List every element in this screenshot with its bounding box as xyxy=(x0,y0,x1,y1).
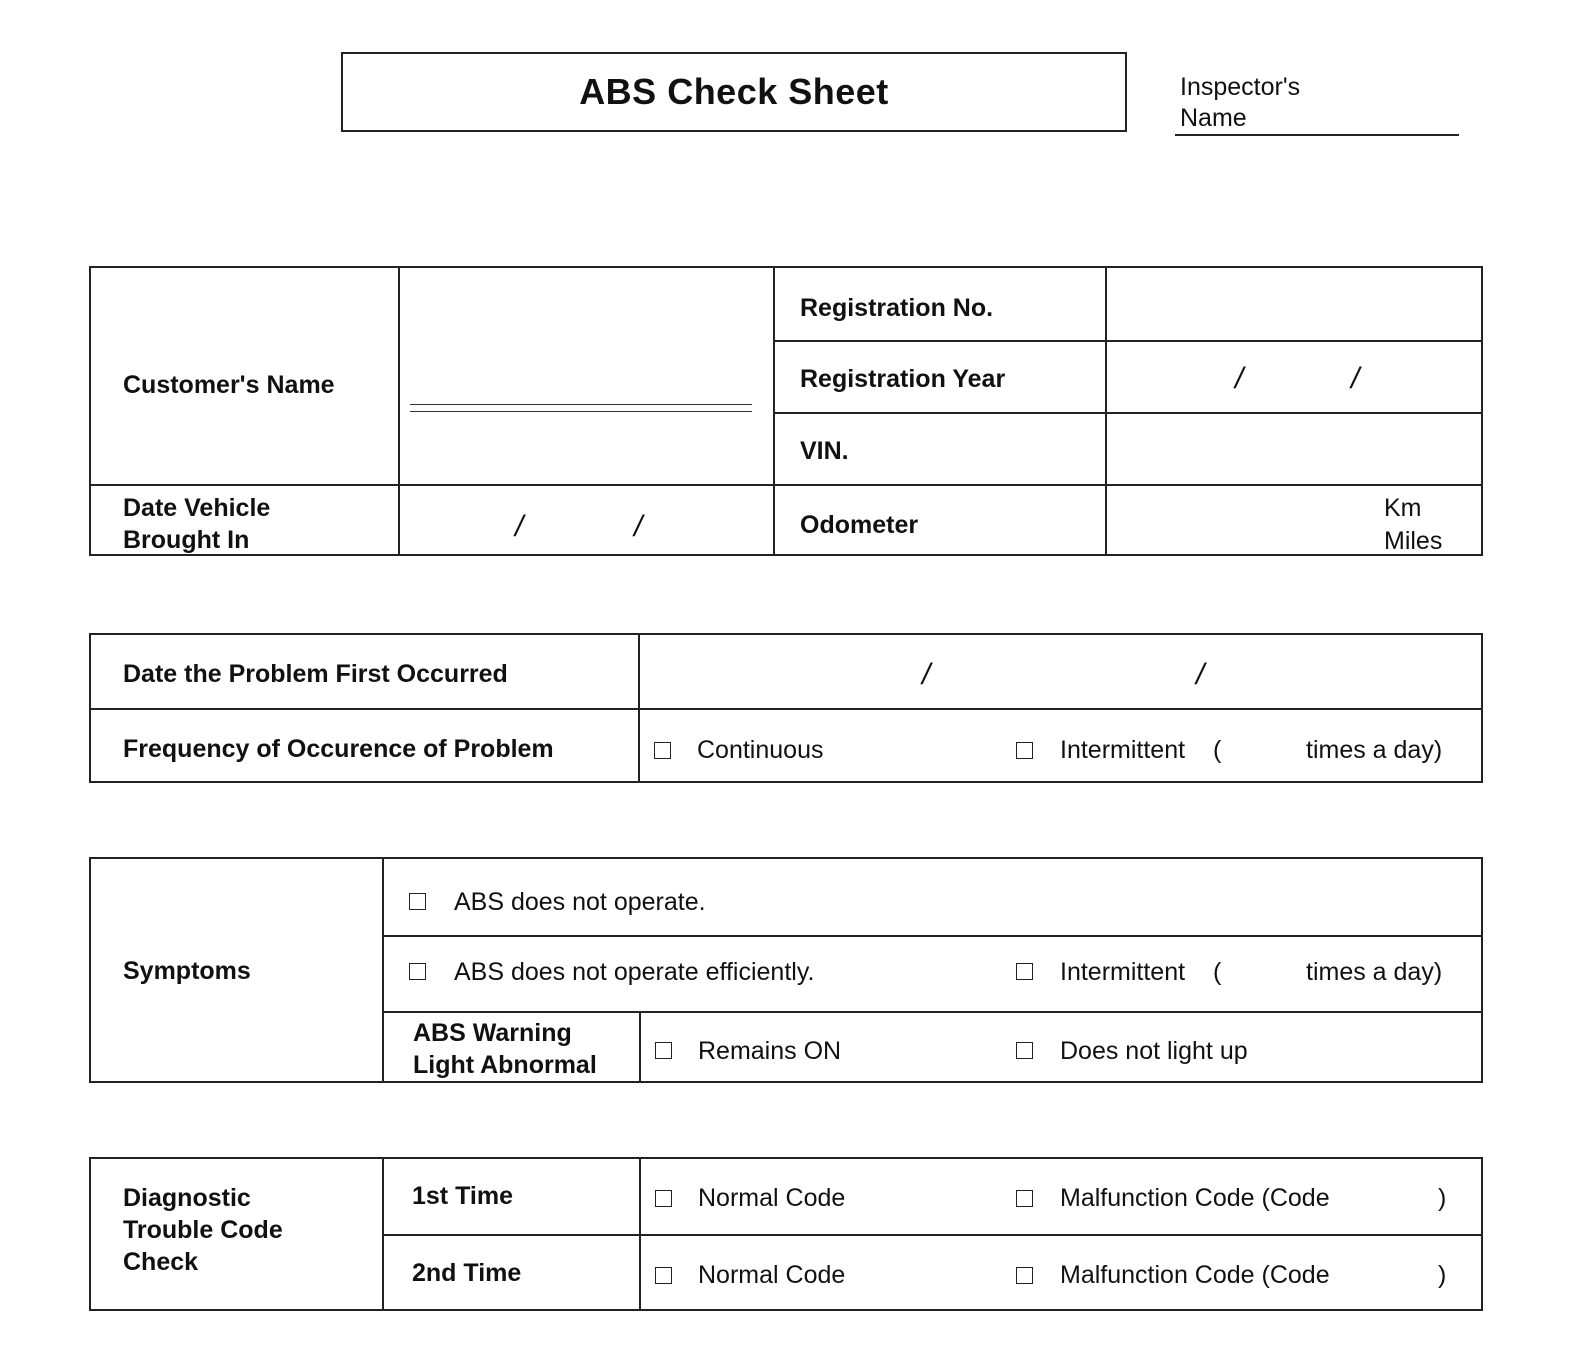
first-malfunction-code-label: Malfunction Code (Code xyxy=(1060,1184,1330,1212)
does-not-light-checkbox[interactable] xyxy=(1016,1042,1033,1059)
first-normal-code-label: Normal Code xyxy=(698,1184,846,1212)
date-brought-in-field[interactable] xyxy=(401,487,771,553)
close-paren: ) xyxy=(1438,1261,1447,1289)
continuous-checkbox[interactable] xyxy=(654,742,671,759)
date-separator: / xyxy=(634,510,643,543)
unit-miles: Miles xyxy=(1384,527,1443,555)
date-brought-in-label: Date Vehicle Brought In xyxy=(123,494,271,554)
open-paren: ( xyxy=(1213,736,1222,764)
remains-on-label: Remains ON xyxy=(698,1037,842,1065)
inspector-name-field[interactable] xyxy=(1175,134,1459,136)
intermittent-label: Intermittent xyxy=(1060,736,1186,764)
abs-not-efficient-label: ABS does not operate efficiently. xyxy=(454,958,815,986)
remains-on-checkbox[interactable] xyxy=(655,1042,672,1059)
second-malfunction-code-label: Malfunction Code (Code xyxy=(1060,1261,1330,1289)
vin-field[interactable] xyxy=(1108,415,1480,482)
customer-name-field[interactable] xyxy=(410,404,752,412)
symptom-times-per-day-field[interactable] xyxy=(1228,958,1300,988)
registration-no-label: Registration No. xyxy=(800,294,994,322)
open-paren: ( xyxy=(1213,958,1222,986)
customer-name-label: Customer's Name xyxy=(123,371,335,399)
times-a-day-label: times a day) xyxy=(1306,736,1443,764)
odometer-field[interactable] xyxy=(1108,487,1368,553)
registration-year-field[interactable] xyxy=(1108,343,1480,410)
date-separator: / xyxy=(515,510,524,543)
vin-label: VIN. xyxy=(800,437,849,465)
dtc-label: Diagnostic Trouble Code Check xyxy=(123,1184,283,1276)
warning-light-label: ABS Warning Light Abnormal xyxy=(413,1019,597,1079)
odometer-label: Odometer xyxy=(800,511,919,539)
times-per-day-field[interactable] xyxy=(1228,736,1300,766)
page-title: ABS Check Sheet xyxy=(579,71,889,112)
frequency-label: Frequency of Occurence of Problem xyxy=(123,735,554,763)
abs-not-efficient-checkbox[interactable] xyxy=(409,963,426,980)
second-code-field[interactable] xyxy=(1358,1261,1434,1291)
date-separator: / xyxy=(922,658,931,691)
symptom-intermittent-label: Intermittent xyxy=(1060,958,1186,986)
does-not-light-label: Does not light up xyxy=(1060,1037,1248,1065)
symptom-intermittent-checkbox[interactable] xyxy=(1016,963,1033,980)
first-code-field[interactable] xyxy=(1358,1184,1434,1214)
first-occurred-label: Date the Problem First Occurred xyxy=(123,660,508,688)
unit-km: Km xyxy=(1384,494,1422,522)
first-normal-code-checkbox[interactable] xyxy=(655,1190,672,1207)
symptoms-label: Symptoms xyxy=(123,957,251,985)
symptom-times-a-day-label: times a day) xyxy=(1306,958,1443,986)
first-time-label: 1st Time xyxy=(412,1182,513,1210)
title-box xyxy=(341,52,1127,132)
abs-not-operate-checkbox[interactable] xyxy=(409,893,426,910)
registration-year-label: Registration Year xyxy=(800,365,1006,393)
intermittent-checkbox[interactable] xyxy=(1016,742,1033,759)
second-normal-code-checkbox[interactable] xyxy=(655,1267,672,1284)
second-time-label: 2nd Time xyxy=(412,1259,522,1287)
first-malfunction-code-checkbox[interactable] xyxy=(1016,1190,1033,1207)
second-malfunction-code-checkbox[interactable] xyxy=(1016,1267,1033,1284)
inspector-name-label: Inspector's Name xyxy=(1180,73,1301,132)
abs-not-operate-label: ABS does not operate. xyxy=(454,888,706,916)
close-paren: ) xyxy=(1438,1184,1447,1212)
date-separator: / xyxy=(1235,362,1244,395)
registration-no-field[interactable] xyxy=(1108,270,1480,338)
date-separator: / xyxy=(1196,658,1205,691)
second-normal-code-label: Normal Code xyxy=(698,1261,846,1289)
first-occurred-date-field[interactable] xyxy=(641,636,1479,706)
date-separator: / xyxy=(1351,362,1360,395)
continuous-label: Continuous xyxy=(697,736,824,764)
